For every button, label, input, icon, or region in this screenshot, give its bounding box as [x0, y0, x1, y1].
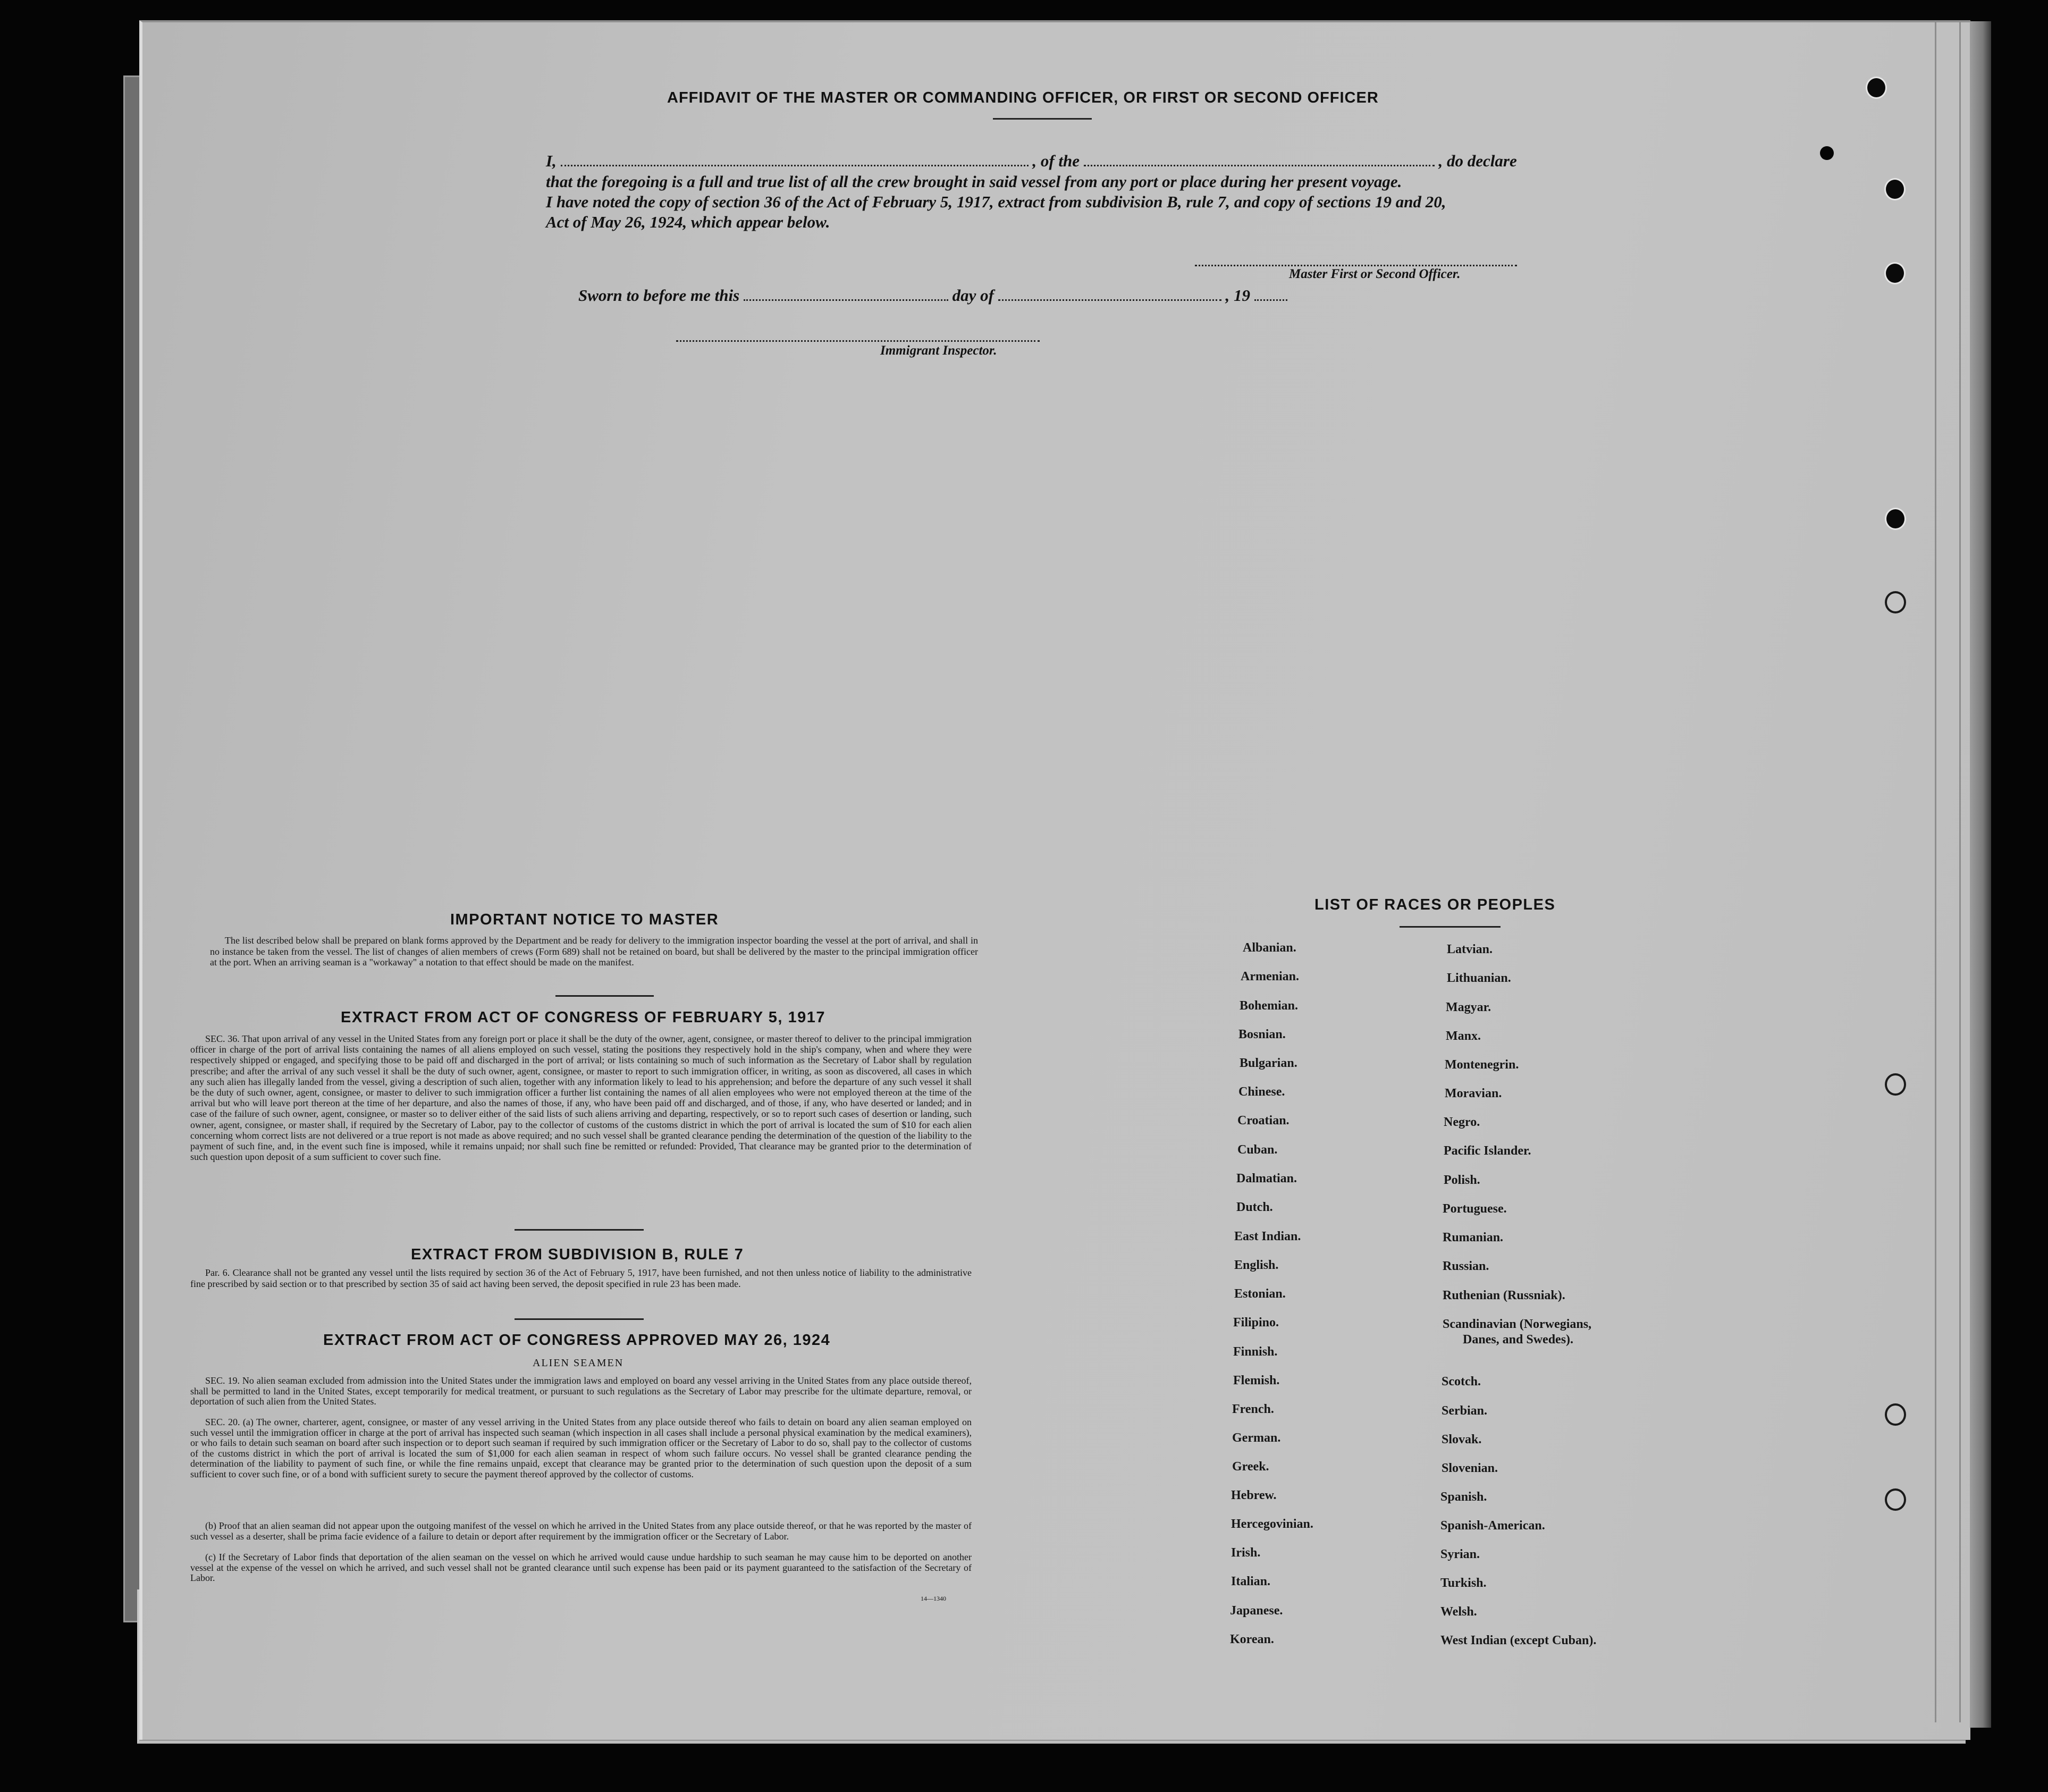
race-item: Pacific Islander. — [1444, 1144, 1531, 1158]
race-item: Spanish-American. — [1440, 1519, 1545, 1533]
race-item: Danes, and Swedes). — [1463, 1333, 1574, 1347]
affidavit-line-2: that the foregoing is a full and true list of all the crew brought in said vessel from any port or place during her present voyage. — [546, 172, 1402, 191]
inspector-caption: Immigrant Inspector. — [880, 343, 997, 358]
master-caption: Master First or Second Officer. — [1289, 267, 1461, 281]
affidavit-line-3: I have noted the copy of section 36 of the Act of February 5, 1917, extract from subdivision B, rule 7, and copy of sections 19 and 20, — [546, 192, 1446, 211]
sworn-year: , 19 — [1225, 286, 1250, 305]
race-item: Slovenian. — [1442, 1461, 1498, 1475]
race-item: East Indian. — [1234, 1230, 1301, 1243]
affidavit-title: AFFIDAVIT OF THE MASTER OR COMMANDING OFFICER, OR FIRST OR SECOND OFFICER — [667, 89, 1379, 106]
race-item: Scandinavian (Norwegians, — [1443, 1317, 1592, 1331]
punch-hole — [1885, 1073, 1906, 1096]
race-item: Cuban. — [1237, 1143, 1278, 1157]
punch-hole — [1885, 508, 1906, 530]
affidavit-of-the: , of the — [1032, 152, 1080, 170]
race-item: Hebrew. — [1231, 1488, 1277, 1502]
race-item: Finnish. — [1233, 1345, 1278, 1359]
race-item: Flemish. — [1233, 1374, 1280, 1387]
race-item: Rumanian. — [1443, 1231, 1504, 1244]
race-item: Greek. — [1232, 1460, 1269, 1474]
sworn-month-blank — [998, 288, 1221, 301]
name-blank — [561, 154, 1029, 166]
race-item: Filipino. — [1233, 1316, 1279, 1330]
race-item: German. — [1232, 1431, 1281, 1445]
extract-subdivision-b-text: Par. 6. Clearance shall not be granted any vessel until the lists required by section 36 of the Act of February 5, 1917, have been furnished, and not then unless notice of liability to the administrative fine prescribed by said section or to that prescribed by section 35 of said act having been served, the deposit specified in rule 23 has been made. — [190, 1267, 972, 1289]
page-margin-line — [1935, 21, 1936, 1722]
race-item: Japanese. — [1230, 1604, 1283, 1618]
race-item: Manx. — [1446, 1029, 1481, 1043]
race-item: Albanian. — [1243, 941, 1296, 955]
punch-hole — [1885, 1403, 1906, 1426]
section-divider — [515, 1229, 644, 1231]
sworn-prefix: Sworn to before me this — [578, 286, 740, 305]
race-item: Russian. — [1443, 1259, 1489, 1273]
race-item: French. — [1232, 1402, 1274, 1416]
race-item: Slovak. — [1442, 1433, 1482, 1446]
races-title-underline — [1400, 926, 1501, 928]
affidavit-do-declare: , do declare — [1438, 152, 1517, 170]
section-divider — [555, 995, 654, 997]
race-item: Bohemian. — [1240, 999, 1299, 1013]
notice-title: IMPORTANT NOTICE TO MASTER — [450, 911, 719, 928]
race-item: Korean. — [1230, 1633, 1274, 1646]
alien-seamen-subtitle: ALIEN SEAMEN — [533, 1357, 624, 1369]
page-right-edge — [1970, 21, 1991, 1728]
section-divider — [515, 1318, 644, 1320]
ink-spot — [1820, 146, 1834, 160]
race-item: Moravian. — [1445, 1087, 1502, 1100]
race-item: Welsh. — [1440, 1605, 1477, 1619]
punch-hole — [1885, 1488, 1906, 1511]
race-item: Irish. — [1231, 1546, 1261, 1560]
affidavit-line-4: Act of May 26, 1924, which appear below. — [546, 213, 830, 231]
affidavit-line-1 — [546, 152, 1517, 171]
master-signature-line — [1195, 265, 1517, 266]
race-item: Lithuanian. — [1447, 971, 1511, 985]
extract-subdivision-b-title: EXTRACT FROM SUBDIVISION B, RULE 7 — [411, 1246, 744, 1263]
race-item: Croatian. — [1237, 1114, 1290, 1128]
race-item: West Indian (except Cuban). — [1440, 1634, 1597, 1647]
sworn-day-of: day of — [952, 286, 994, 305]
race-item: Latvian. — [1447, 943, 1493, 956]
race-item: Italian. — [1231, 1575, 1271, 1588]
extract-1917-title: EXTRACT FROM ACT OF CONGRESS OF FEBRUARY 5, 1917 — [341, 1009, 826, 1026]
extract-1924-sec-19: SEC. 19. No alien seaman excluded from admission into the United States under the immigration laws and employed on board any vessel arriving in the United States from any place outside thereof, shall be permitted to land in the United States, except temporarily for medical treatment, or pursuant to such regulations as the Secretary of Labor may prescribe for the ultimate departure, removal, or deportation of such alien from the United States. — [190, 1375, 972, 1407]
extract-1924-sec-20c: (c) If the Secretary of Labor finds that deportation of the alien seaman on the vessel on which he arrived would cause undue hardship to such seaman he may cause him to be deported on another vessel at the expense of the vessel on which he arrived, and such vessel shall not be granted clearance until such expense has been paid or its payment guaranteed to the satisfaction of the Secretary of Labor. — [190, 1552, 972, 1583]
race-item: Bulgarian. — [1240, 1056, 1297, 1070]
race-item: Turkish. — [1440, 1576, 1487, 1590]
race-item: English. — [1234, 1258, 1279, 1272]
race-item: Negro. — [1444, 1115, 1480, 1129]
page-margin-line — [1959, 21, 1961, 1722]
vessel-blank — [1084, 154, 1435, 166]
extract-1924-title: EXTRACT FROM ACT OF CONGRESS APPROVED MAY 26, 1924 — [323, 1332, 831, 1349]
form-number: 14—1340 — [921, 1595, 946, 1602]
notice-text: The list described below shall be prepared on blank forms approved by the Department and be ready for delivery to the immigration inspector boarding the vessel at the port of arrival, and shall in no instance be taken from the vessel. The list of changes of alien members of crews (Form 689) shall not be retained on board, but shall be delivered by the master to the principal immigration officer at the port. When an arriving seaman is a "workaway" a notation to that effect should be made on the manifest. — [210, 935, 978, 967]
document-page — [139, 20, 1970, 1740]
race-item: Serbian. — [1442, 1404, 1488, 1418]
race-item: Montenegrin. — [1445, 1058, 1519, 1072]
race-item: Bosnian. — [1238, 1028, 1286, 1041]
punch-hole — [1885, 591, 1906, 613]
race-item: Armenian. — [1241, 970, 1299, 983]
race-item: Chinese. — [1238, 1085, 1285, 1099]
extract-1924-sec-20b: (b) Proof that an alien seaman did not appear upon the outgoing manifest of the vessel on which he arrived in the United States from any place outside thereof, or that he was reported by the master of such vessel as a deserter, shall be prima facie evidence of a failure to detain or deport after requirement by the immigration officer or the Secretary of Labor. — [190, 1520, 972, 1542]
race-item: Syrian. — [1440, 1547, 1480, 1561]
inspector-signature-line — [676, 340, 1040, 342]
race-item: Hercegovinian. — [1231, 1517, 1313, 1531]
punch-hole — [1884, 262, 1906, 284]
affidavit-i: I, — [546, 152, 557, 170]
race-item: Scotch. — [1442, 1375, 1481, 1389]
race-item: Polish. — [1444, 1173, 1480, 1187]
race-item: Estonian. — [1234, 1287, 1286, 1301]
race-item: Dalmatian. — [1236, 1172, 1297, 1185]
race-item: Ruthenian (Russniak). — [1443, 1289, 1565, 1302]
race-item: Magyar. — [1446, 1000, 1491, 1014]
extract-1924-sec-20a: SEC. 20. (a) The owner, charterer, agent, consignee, or master of any vessel arriving in the United States from any place outside thereof who fails to detain on board any alien seaman employed on such vessel until the immigration officer in charge at the port of arrival has inspected such seaman (which inspection in all cases shall include a personal physical examination by the medical examiners), or who fails to detain such seaman on board after such inspection or to deport such seaman if required by such immigration officer or the Secretary of Labor to do so, shall pay to the collector of customs of the customs district in which the port of arrival is located the sum of $1,000 for each alien seaman in respect of whom such failure occurs. No vessel shall be granted clearance pending the determination of the liability to payment of such fine, or while the fine remains unpaid, except that clearance may be granted prior to the determination of such question upon the deposit of a sum sufficient to cover such fine, or of a bond with sufficient surety to secure the payment thereof approved by the collector of customs. — [190, 1417, 972, 1479]
punch-hole — [1866, 77, 1887, 99]
race-item: Spanish. — [1440, 1490, 1487, 1504]
race-item: Dutch. — [1236, 1200, 1273, 1214]
sworn-year-blank — [1254, 288, 1287, 301]
races-title: LIST OF RACES OR PEOPLES — [1314, 896, 1556, 913]
extract-1917-sec-36: SEC. 36. That upon arrival of any vessel in the United States from any foreign port or place it shall be the duty of the owner, agent, consignee, or master thereof to deliver to the principal immigration officer in charge of the port of arrival lists containing the names of all aliens employed on such vessel, stating the positions they respectively hold in the ship's company, when and where they were respectively shipped or engaged, and specifying those to be paid off and discharged in the port of arrival; or lists containing so much of such information as the Secretary of Labor shall by regulation prescribe; and after the arrival of any such vessel it shall be the duty of such owner, agent, consignee, or master to report to such immigration officer, in writing, as soon as discovered, all cases in which any such alien has illegally landed from the vessel, giving a description of such alien, together with any information likely to lead to his apprehension; and before the departure of any such vessel it shall be the duty of such owner, agent, consignee, or master to deliver to such immigration officer a further list containing the names of all alien employees who were not employed thereon at the time of the arrival but who will leave port thereon at the time of her departure, and also the names of those, if any, who have been paid off and discharged, and of those, if any, who have deserted or landed; and in case of the failure of such owner, agent, consignee, or master so to deliver either of the said lists of such aliens arriving and departing, respectively, or so to report such cases of desertion or landing, such owner, agent, consignee, or master shall, if required by the Secretary of Labor, pay to the collector of customs of the customs district in which the port of arrival is located the sum of $10 for each alien concerning whom correct lists are not delivered or a true report is not made as above required; and no such vessel shall be granted clearance pending the determination of the question of the liability to the payment of such fine, and, in the event such fine is imposed, while it remains unpaid; nor shall such fine be remitted or refunded: Provided, That clearance may be granted prior to the determination of such question upon deposit of a sum sufficient to cover such fine. — [190, 1033, 972, 1163]
sworn-day-blank — [744, 288, 948, 301]
sworn-line — [578, 286, 1287, 305]
race-item: Portuguese. — [1443, 1202, 1507, 1216]
punch-hole — [1884, 178, 1906, 200]
title-underline — [993, 118, 1092, 120]
